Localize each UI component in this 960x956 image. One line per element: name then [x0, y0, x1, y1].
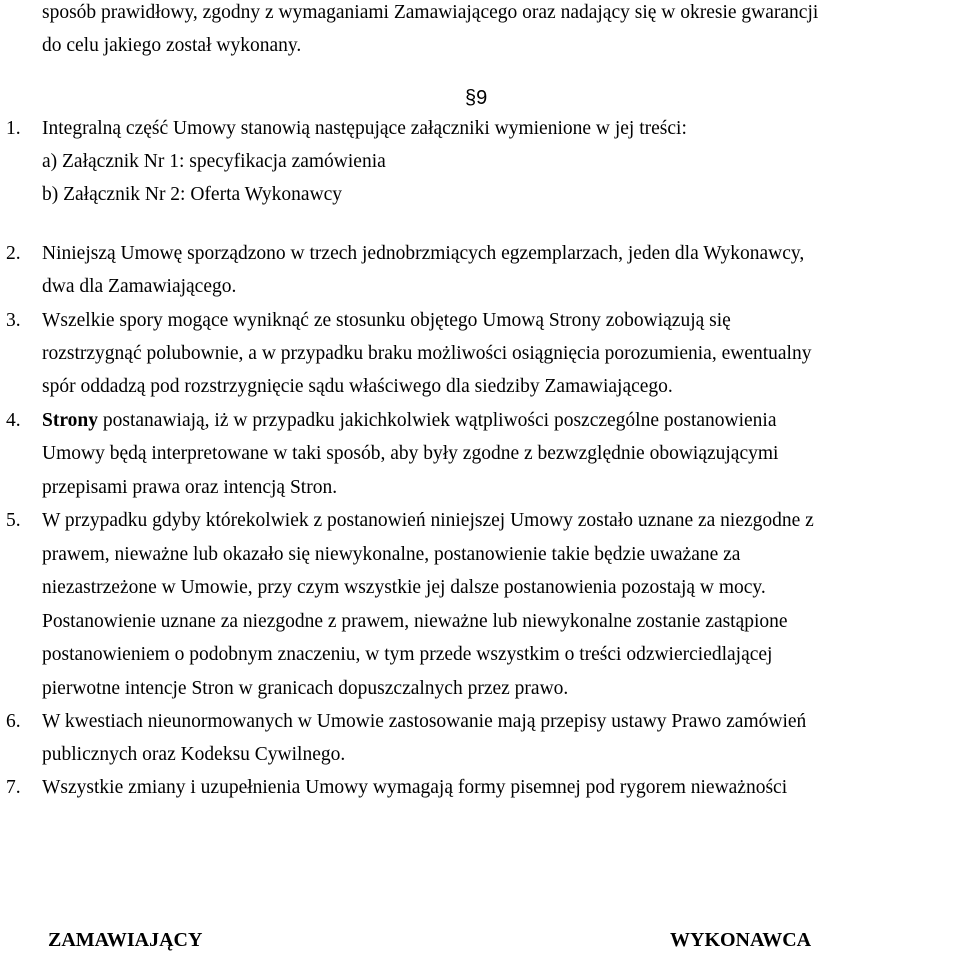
item-3-line-1: Wszelkie spory mogące wyniknąć ze stosunku objętego Umową Strony zobowiązują się — [42, 310, 731, 331]
item-5-line-3: niezastrzeżone w Umowie, przy czym wszystkie jej dalsze postanowienia pozostają w mocy. — [42, 577, 766, 598]
item-4-bold-strony: Strony — [42, 410, 98, 431]
item-2-line-1: Niniejszą Umowę sporządzono w trzech jednobrzmiących egzemplarzach, jeden dla Wykonawcy, — [42, 243, 805, 264]
intro-line-2: do celu jakiego został wykonany. — [42, 35, 302, 56]
section-heading: §9 — [465, 87, 488, 109]
item-7-line-1: Wszystkie zmiany i uzupełnienia Umowy wymagają formy pisemnej pod rygorem nieważności — [42, 777, 788, 798]
item-1-number: 1. — [6, 118, 21, 139]
intro-line-1: sposób prawidłowy, zgodny z wymaganiami Zamawiającego oraz nadający się w okresie gwarancji — [42, 2, 819, 23]
signature-contractor: WYKONAWCA — [670, 929, 812, 951]
item-7-number: 7. — [6, 777, 21, 798]
item-5-line-1: W przypadku gdyby którekolwiek z postanowień niniejszej Umowy zostało uznane za niezgodne z — [42, 510, 814, 531]
item-3-line-2: rozstrzygnąć polubownie, a w przypadku braku możliwości osiągnięcia porozumienia, ewentualny — [42, 343, 812, 364]
item-5-line-4: Postanowienie uznane za niezgodne z prawem, nieważne lub niewykonalne zostanie zastąpione — [42, 611, 788, 632]
item-6-line-1: W kwestiach nieunormowanych w Umowie zastosowanie mają przepisy ustawy Prawo zamówień — [42, 711, 807, 732]
item-3-number: 3. — [6, 310, 21, 331]
item-3-line-3: spór oddadzą pod rozstrzygnięcie sądu właściwego dla siedziby Zamawiającego. — [42, 376, 673, 397]
item-4-line-2: Umowy będą interpretowane w taki sposób, aby były zgodne z bezwzględnie obowiązującymi — [42, 443, 779, 464]
item-4-line-1 — [42, 410, 956, 432]
attachment-1: a) Załącznik Nr 1: specyfikacja zamówienia — [42, 151, 386, 172]
item-4-number: 4. — [6, 410, 21, 431]
item-4-line-3: przepisami prawa oraz intencją Stron. — [42, 477, 338, 498]
item-5-line-5: postanowieniem o podobnym znaczeniu, w tym przede wszystkim o treści odzwierciedlającej — [42, 644, 773, 665]
item-6-number: 6. — [6, 711, 21, 732]
item-5-number: 5. — [6, 510, 21, 531]
item-4-line-1-rest: postanawiają, iż w przypadku jakichkolwiek wątpliwości poszczególne postanowienia — [98, 410, 777, 431]
item-6-line-2: publicznych oraz Kodeksu Cywilnego. — [42, 744, 346, 765]
item-2-line-2: dwa dla Zamawiającego. — [42, 276, 237, 297]
item-5-line-6: pierwotne intencje Stron w granicach dopuszczalnych przez prawo. — [42, 678, 569, 699]
item-1-text: Integralną część Umowy stanowią następujące załączniki wymienione w jej treści: — [42, 118, 687, 139]
item-2-number: 2. — [6, 243, 21, 264]
item-5-line-2: prawem, nieważne lub okazało się niewykonalne, postanowienie takie będzie uważane za — [42, 544, 741, 565]
attachment-2: b) Załącznik Nr 2: Oferta Wykonawcy — [42, 184, 343, 205]
signature-ordering-party: ZAMAWIAJĄCY — [48, 929, 203, 951]
